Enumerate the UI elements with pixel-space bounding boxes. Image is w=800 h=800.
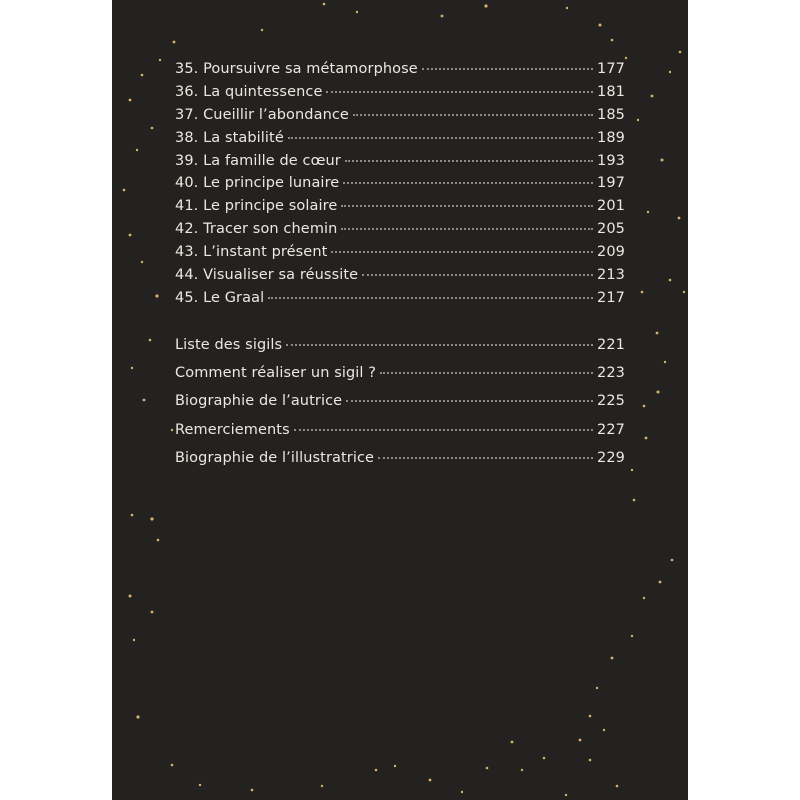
dot-leader [378, 456, 593, 459]
dot-leader [362, 273, 593, 276]
toc-entry-title: 39. La famille de cœur [175, 152, 341, 169]
toc-entry [175, 195, 625, 218]
dot-leader [346, 399, 593, 402]
toc-entry [175, 127, 625, 150]
toc-entry [175, 218, 625, 241]
dot-leader [353, 113, 593, 116]
toc-entry-title: 37. Cueillir l’abondance [175, 106, 349, 123]
toc-entry-title: Biographie de l’autrice [175, 393, 343, 410]
dot-leader [343, 181, 593, 184]
toc-entry [175, 331, 625, 359]
toc-entry-title: 36. La quintessence [175, 83, 323, 100]
toc-entry [175, 58, 625, 81]
toc-entry-page: 217 [597, 289, 625, 306]
toc-entry [175, 150, 625, 173]
toc-entry-page: 181 [597, 83, 625, 100]
toc-entry [175, 104, 625, 127]
dot-leader [341, 227, 593, 230]
dot-leader [326, 90, 593, 93]
toc-entry-page: 213 [597, 267, 625, 284]
book-page [112, 0, 688, 800]
toc-entry-title: Remerciements [175, 421, 290, 438]
toc-entry-title: 40. Le principe lunaire [175, 175, 340, 192]
toc-entry-title: Biographie de l’illustratrice [175, 449, 375, 466]
toc-entry-page: 201 [597, 198, 625, 215]
table-of-contents [175, 58, 625, 472]
toc-entry-page: 177 [597, 61, 625, 77]
toc-entry [175, 81, 625, 104]
dot-leader [331, 250, 593, 253]
dot-leader [288, 136, 593, 139]
toc-entry [175, 172, 625, 195]
toc-entry [175, 387, 625, 415]
toc-entry-title: 43. L’instant présent [175, 244, 328, 261]
toc-entry-page: 225 [597, 393, 625, 410]
toc-entry-page: 209 [597, 244, 625, 261]
toc-entry-title: 35. Poursuivre sa métamorphose [175, 61, 418, 77]
dot-leader [345, 159, 593, 162]
dot-leader [286, 343, 593, 346]
toc-entry [175, 287, 625, 310]
toc-entry-page: 197 [597, 175, 625, 192]
toc-entry-page: 223 [597, 365, 625, 382]
toc-entry-page: 221 [597, 336, 625, 353]
toc-entry [175, 359, 625, 387]
toc-entry-title: Comment réaliser un sigil ? [175, 365, 377, 382]
dot-leader [380, 371, 593, 374]
toc-entry-title: 38. La stabilité [175, 129, 284, 146]
toc-entry [175, 416, 625, 444]
toc-entry-page: 185 [597, 106, 625, 123]
toc-entry [175, 444, 625, 472]
toc-entry-page: 205 [597, 221, 625, 238]
toc-entry [175, 264, 625, 287]
toc-entry-title: 44. Visualiser sa réussite [175, 267, 359, 284]
toc-entry-page: 227 [597, 421, 625, 438]
toc-entry-title: 41. Le principe solaire [175, 198, 338, 215]
toc-entry-title: Liste des sigils [175, 336, 283, 353]
dot-leader [341, 204, 593, 207]
appendix-list [175, 331, 625, 472]
toc-entry-title: 42. Tracer son chemin [175, 221, 338, 238]
toc-entry [175, 241, 625, 264]
toc-entry-page: 189 [597, 129, 625, 146]
dot-leader [294, 428, 593, 431]
dot-leader [422, 67, 593, 70]
toc-entry-page: 193 [597, 152, 625, 169]
toc-entry-page: 229 [597, 449, 625, 466]
dot-leader [268, 296, 593, 299]
toc-entry-title: 45. Le Graal [175, 289, 265, 306]
chapter-list [175, 58, 625, 310]
